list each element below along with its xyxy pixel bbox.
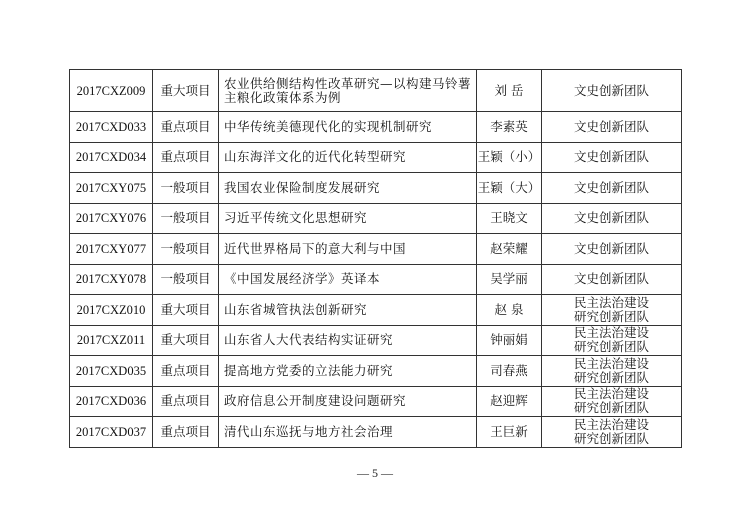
project-title-cell: 我国农业保险制度发展研究 — [219, 173, 477, 204]
project-type-cell: 重大项目 — [153, 70, 219, 112]
project-title-cell: 山东省人大代表结构实证研究 — [219, 325, 477, 356]
team-name-line: 文史创新团队 — [573, 149, 649, 165]
project-leader-cell: 刘 岳 — [477, 70, 542, 112]
project-code-cell: 2017CXD037 — [70, 417, 153, 448]
project-leader-cell: 王颖（大） — [477, 173, 542, 204]
team-cell — [542, 295, 682, 326]
team-name-line: 研究创新团队 — [573, 400, 649, 416]
project-leader-cell: 司春燕 — [477, 356, 542, 387]
project-leader-cell: 赵 泉 — [477, 295, 542, 326]
team-name-line: 研究创新团队 — [573, 339, 649, 355]
team-cell — [542, 386, 682, 417]
team-name-line: 民主法治建设 — [573, 355, 649, 371]
table-row — [70, 173, 682, 204]
team-name-line: 民主法治建设 — [573, 325, 649, 341]
project-code-cell: 2017CXD035 — [70, 356, 153, 387]
project-code-cell: 2017CXZ009 — [70, 70, 153, 112]
project-code-cell: 2017CXY076 — [70, 203, 153, 234]
table-row — [70, 234, 682, 265]
project-type-cell: 重点项目 — [153, 142, 219, 173]
page-number: — 5 — — [357, 466, 393, 480]
project-table-body — [70, 70, 682, 448]
project-type-cell: 重点项目 — [153, 112, 219, 143]
project-leader-cell: 赵荣耀 — [477, 234, 542, 265]
project-title-cell: 政府信息公开制度建设问题研究 — [219, 386, 477, 417]
team-cell — [542, 112, 682, 143]
project-leader-cell: 王巨新 — [477, 417, 542, 448]
project-code-cell: 2017CXD034 — [70, 142, 153, 173]
project-type-cell: 一般项目 — [153, 173, 219, 204]
project-type-cell: 重点项目 — [153, 356, 219, 387]
project-title-cell: 提高地方党委的立法能力研究 — [219, 356, 477, 387]
project-type-cell: 一般项目 — [153, 203, 219, 234]
table-row — [70, 325, 682, 356]
team-cell — [542, 356, 682, 387]
table-row — [70, 264, 682, 295]
project-code-cell: 2017CXD036 — [70, 386, 153, 417]
team-name-line: 民主法治建设 — [573, 386, 649, 402]
project-leader-cell: 赵迎辉 — [477, 386, 542, 417]
team-name-line: 文史创新团队 — [573, 118, 649, 134]
team-name-line: 民主法治建设 — [573, 294, 649, 310]
team-cell — [542, 142, 682, 173]
project-code-cell: 2017CXD033 — [70, 112, 153, 143]
team-cell — [542, 203, 682, 234]
project-title-cell: 山东海洋文化的近代化转型研究 — [219, 142, 477, 173]
project-title-cell: 农业供给侧结构性改革研究—以构建马铃薯主粮化政策体系为例 — [219, 70, 477, 112]
project-title-cell: 清代山东巡抚与地方社会治理 — [219, 417, 477, 448]
table-row — [70, 356, 682, 387]
table-row — [70, 112, 682, 143]
project-code-cell: 2017CXY075 — [70, 173, 153, 204]
project-code-cell: 2017CXY078 — [70, 264, 153, 295]
table-row — [70, 295, 682, 326]
project-type-cell: 一般项目 — [153, 234, 219, 265]
team-cell — [542, 264, 682, 295]
team-name-line: 文史创新团队 — [573, 271, 649, 287]
team-cell — [542, 173, 682, 204]
team-name-line: 文史创新团队 — [573, 82, 649, 98]
project-title-cell: 《中国发展经济学》英译本 — [219, 264, 477, 295]
project-type-cell: 重点项目 — [153, 417, 219, 448]
project-type-cell: 重点项目 — [153, 386, 219, 417]
project-type-cell: 重大项目 — [153, 325, 219, 356]
project-leader-cell: 李素英 — [477, 112, 542, 143]
project-code-cell: 2017CXZ010 — [70, 295, 153, 326]
team-cell — [542, 417, 682, 448]
team-name-line: 文史创新团队 — [573, 179, 649, 195]
project-leader-cell: 吴学丽 — [477, 264, 542, 295]
project-code-cell: 2017CXY077 — [70, 234, 153, 265]
team-name-line: 研究创新团队 — [573, 430, 649, 446]
table-row — [70, 386, 682, 417]
table-row — [70, 70, 682, 112]
team-name-line: 文史创新团队 — [573, 240, 649, 256]
project-leader-cell: 王颖（小） — [477, 142, 542, 173]
table-row — [70, 417, 682, 448]
team-cell — [542, 234, 682, 265]
project-leader-cell: 钟丽娟 — [477, 325, 542, 356]
project-type-cell: 一般项目 — [153, 264, 219, 295]
project-title-cell: 近代世界格局下的意大利与中国 — [219, 234, 477, 265]
table-row — [70, 203, 682, 234]
project-table — [69, 69, 682, 448]
project-title-cell: 中华传统美德现代化的实现机制研究 — [219, 112, 477, 143]
team-name-line: 文史创新团队 — [573, 210, 649, 226]
team-cell — [542, 325, 682, 356]
project-code-cell: 2017CXZ011 — [70, 325, 153, 356]
project-leader-cell: 王晓文 — [477, 203, 542, 234]
project-title-cell: 习近平传统文化思想研究 — [219, 203, 477, 234]
team-name-line: 民主法治建设 — [573, 416, 649, 432]
team-name-line: 研究创新团队 — [573, 369, 649, 385]
team-cell — [542, 70, 682, 112]
project-title-cell: 山东省城管执法创新研究 — [219, 295, 477, 326]
team-name-line: 研究创新团队 — [573, 308, 649, 324]
project-type-cell: 重大项目 — [153, 295, 219, 326]
table-row — [70, 142, 682, 173]
